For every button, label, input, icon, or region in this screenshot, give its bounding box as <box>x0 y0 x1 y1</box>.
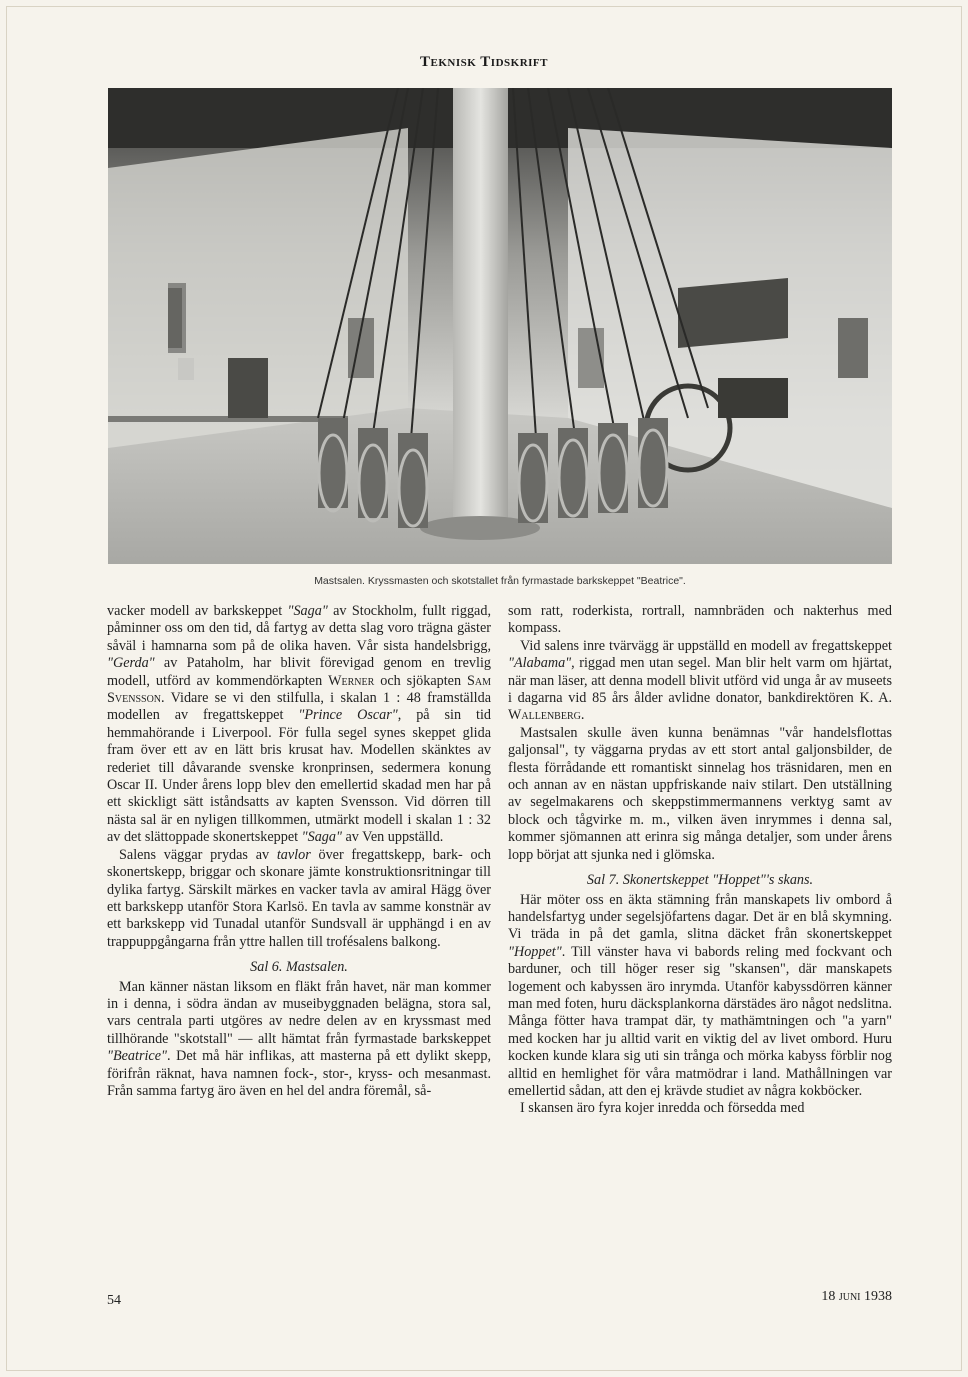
photo-icon <box>108 88 892 564</box>
paragraph: Mastsalen skulle även kunna benämnas "vår handelsflottas galjonsal", ty väggarna prydas av ett stort antal galjonsbilder, de flesta förrådande ett romantiskt sinnelag hos träsnidaren, men en och annan av en nästan uppfriskande naiv stilart. Den utställning av segelmakarens och skeppstimmermannens verktyg samt av block och tågvirke m. m., vilken även inrymmes i denna sal, kommer sjömannen att erinra sig många detaljer, som under årens lopp börjat att sjunka ned i glömska. <box>508 724 892 863</box>
paragraph: som ratt, roderkista, rortrall, namnbräden och nakterhus med kompass. <box>508 603 892 637</box>
issue-date: 18 juni 1938 <box>821 1289 892 1304</box>
paragraph: Salens väggar prydas av tavlor över fregattskepp, bark- och skonertskepp, briggar och skonare jämte konstruktionsritningar till dylika fartyg. Särskilt märkes en vacker tavla av amiral Hägg över ett barkskepp utanför Stora Karlsö. En tavla av samme konstnär av ett barkskepp vid Tunadal utanför Sundsvall är upphängd i en av trappuppgångarna från yttre hallen till trofésalens balkong. <box>107 846 492 950</box>
page-number: 54 <box>107 1293 121 1308</box>
section-heading: Sal 6. Mastsalen. <box>250 959 348 976</box>
journal-title: Teknisk Tidskrift <box>420 54 548 70</box>
paragraph: Vid salens inre tvärvägg är uppställd en modell av fregattskeppet "Alabama", riggad men utan segel. Man blir helt varm om hjärtat, när man läser, att denna modell blivit utförd vid unga år av museets i dagarna vid 85 års ålder avlidne donator, bankdirektören K. A. Wallenberg. <box>508 637 892 724</box>
photo-caption: Mastsalen. Kryssmasten och skotstallet från fyrmastade barkskeppet "Beatrice". <box>314 575 686 587</box>
left-column <box>107 603 491 1100</box>
right-column <box>508 603 892 1118</box>
paragraph: I skansen äro fyra kojer inredda och försedda med <box>520 1100 805 1117</box>
paragraph: vacker modell av barkskeppet "Saga" av Stockholm, fullt riggad, påminner oss om den tid, då fartyg av detta slag voro trägna gäster såväl i hamnarna som på de olika haven. Vår sista handelsbrigg, "Gerda" av Pataholm, har blivit förevigad genom en trevlig modell, utförd av kommendörkapten Werner och sjökapten Sam Svensson. Vidare se vi den stilfulla, i skalan 1 : 48 framställda modellen av fregattskeppet "Prince Oscar", på sin tid hemmahörande i Liverpool. För fulla segel synes skeppet glida fram över ett av en lätt bris krusat hav. Modellen skänktes av rederiet till dåvarande svenske kronprinsen, sedermera konung Oscar II. Under årens lopp blev den emellertid skadad men har på ett skickligt sätt iståndsatts av kapten Svensson. Vid dörren till nästa sal är en nyligen tillkommen, utmärkt modell i skalan 1 : 32 av det slättoppade skonertskeppet "Saga" av Ven uppställd. <box>107 603 491 846</box>
mastsalen-photo <box>108 88 892 564</box>
section-heading: Sal 7. Skonertskeppet "Hoppet"'s skans. <box>586 872 814 889</box>
paragraph: Här möter oss en äkta stämning från manskapets liv ombord å handelsfartyg under segelsjöfartens dagar. Det är en blå skymning. Vi träda in på det gamla, slitna däcket från skonertskeppet "Hoppet". Till vänster hava vi babords reling med fockvant och barduner, och till höger reser sig "skansen", där manskapets logement och kabyssen äro inrymda. Utanför kabyssdörren känner man med foten, huru däcksplankorna därstädes äro något nedslitna. Många fötter hava trampat där, ty mathämtningen och "a yarn" med kocken har ju alltid varit en viktig del av livet ombord. Huru kocken kunde klara sig uti sin trånga och mörka kabyss förblir nog alltid en hemlighet för våra matmödrar i land. Mathållningen var emellertid sådan, att den ej krävde studiet av några kokböcker. <box>508 891 892 1099</box>
paragraph: Man känner nästan liksom en fläkt från havet, när man kommer in i denna, i södra ändan av museibyggnaden belägna, stora sal, vars centrala parti utgöres av nedre delen av en kryssmast med tillhörande "skotstall" — allt hämtat från fyrmastade barkskeppet "Beatrice". Det må här inflikas, att masterna på ett dylikt skepp, förifrån räknat, hava namnen fock-, stor-, kryss- och mesanmast. Från samma fartyg äro även en hel del andra föremål, så- <box>107 978 491 1099</box>
